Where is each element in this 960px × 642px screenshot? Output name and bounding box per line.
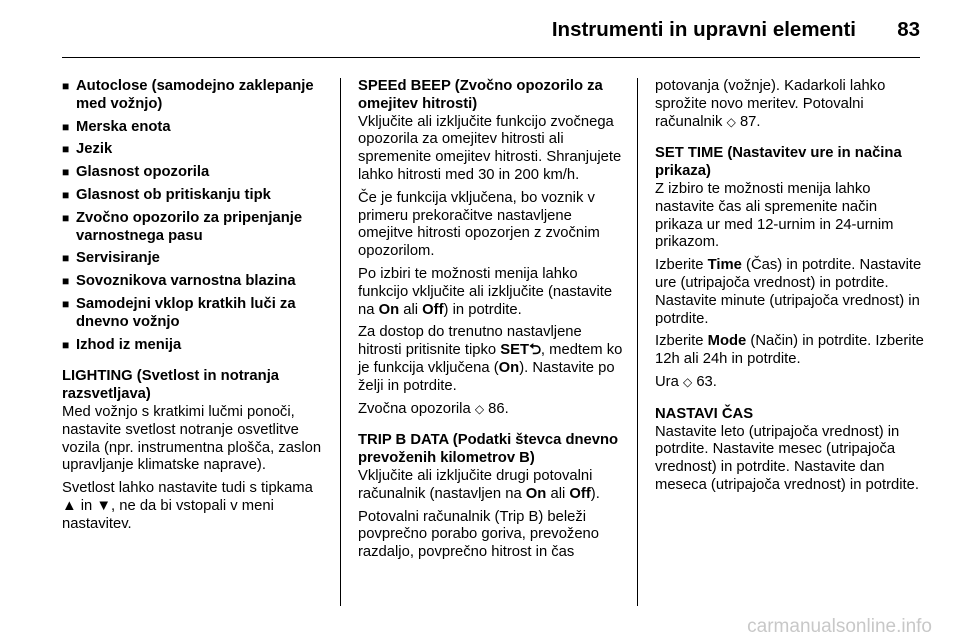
column-1	[62, 78, 324, 539]
list-item: ■ Sovoznikova varnostna blazina	[62, 273, 296, 290]
square-bullet-icon: ■	[62, 274, 70, 289]
list-item: ■ Samodejni vklop kratkih luči za dnevno vožnjo	[62, 295, 296, 330]
list-item: ■ Merska enota	[62, 118, 171, 135]
continued-paragraph: potovanja (vožnje). Kadarkoli lahko sprožite novo meritev. Potovalni računalnik ◇ 87.	[655, 78, 886, 130]
square-bullet-icon: ■	[62, 119, 70, 134]
time-paragraph-2: Izberite Time (Čas) in potrdite. Nastavite ure (utripajoča vrednost) in potrdite. Nastavite minute (utripajoča vrednost) in potrdite.	[655, 257, 922, 327]
column-3	[655, 78, 925, 500]
nastavi-cas-heading: NASTAVI ČAS	[655, 405, 754, 422]
page-reference-icon: ◇	[474, 401, 485, 416]
trip-b-heading: TRIP B DATA (Podatki števca dnevno prevoženih kilometrov B)	[358, 432, 619, 467]
on-label: On	[525, 485, 547, 502]
lighting-paragraph-1: Med vožnjo s kratkimi lučmi ponoči, nastavite svetlost notranje osvetlitve vozila (npr. instrumentna plošča, zaslon upravljanje klimatske naprave).	[62, 403, 322, 474]
return-arrow-icon: ⮌	[529, 342, 541, 359]
time-label: Time	[707, 257, 742, 274]
trip-paragraph-2: Potovalni računalnik (Trip B) beleži povprečno porabo goriva, prevoženo razdaljo, povprečno hitrost in čas	[358, 508, 600, 561]
header-title: Instrumenti in upravni elementi	[551, 18, 856, 41]
off-label: Off	[569, 485, 591, 502]
lighting-paragraph-2: Svetlost lahko nastavite tudi s tipkama ▲ in ▼, ne da bi vstopali v meni nastavitev.	[62, 480, 313, 532]
square-bullet-icon: ■	[62, 165, 70, 180]
square-bullet-icon: ■	[62, 251, 70, 266]
speed-beep-heading: SPEEd BEEP (Zvočno opozorilo za omejitev hitrosti)	[358, 78, 603, 112]
on-label: On	[498, 359, 520, 376]
list-item: ■ Servisiranje	[62, 250, 160, 267]
square-bullet-icon: ■	[62, 337, 70, 352]
list-item: ■ Jezik	[62, 141, 113, 158]
column-divider-1	[340, 78, 341, 606]
header-rule	[62, 57, 920, 58]
off-label: Off	[422, 301, 444, 318]
speed-paragraph-3: Po izbiri te možnosti menija lahko funkcijo vključite ali izključite (nastavite na On ali Off) in potrdite.	[358, 265, 613, 318]
square-bullet-icon: ■	[62, 79, 70, 93]
column-divider-2	[637, 78, 638, 606]
time-paragraph-3: Izberite Mode (Način) in potrdite. Izberite 12h ali 24h in potrdite.	[655, 333, 924, 368]
column-2	[358, 78, 628, 567]
square-bullet-icon: ■	[62, 296, 70, 311]
watermark: carmanualsonline.info	[747, 616, 932, 637]
list-item: ■ Autoclose (samodejno zaklepanje med vožnjo)	[62, 78, 314, 112]
square-bullet-icon: ■	[62, 210, 70, 225]
square-bullet-icon: ■	[62, 142, 70, 157]
speed-paragraph-2: Če je funkcija vključena, bo voznik v primeru prekoračitve nastavljene omejitve hitrosti opozorjen z zvočnim opozorilom.	[358, 189, 600, 260]
page-header	[0, 0, 960, 60]
page-number: 83	[897, 18, 920, 41]
nastavi-cas-paragraph: Nastavite leto (utripajoča vrednost) in potrdite. Nastavite mesec (utripajoča vrednost) in potrdite. Nastavite dan meseca (utripajoča vrednost) in potrdite.	[655, 423, 920, 493]
speed-paragraph-4: Za dostop do trenutno nastavljene hitrosti pritisnite tipko SET⮌, medtem ko je funkcija vključena (On). Nastavite po želji in potrdite.	[358, 324, 623, 394]
settings-menu-list	[62, 78, 324, 354]
list-item: ■ Zvočno opozorilo za pripenjanje varnostnega pasu	[62, 209, 303, 244]
list-item: ■ Izhod iz menija	[62, 336, 182, 353]
lighting-heading: LIGHTING (Svetlost in notranja razsvetljava)	[62, 368, 280, 403]
list-item: ■ Glasnost ob pritiskanju tipk	[62, 186, 271, 203]
square-bullet-icon: ■	[62, 187, 70, 202]
speed-paragraph-5: Zvočna opozorila ◇ 86.	[358, 400, 509, 417]
trip-paragraph-1: Vključite ali izključite drugi potovalni računalnik (nastavljen na On ali Off).	[358, 467, 600, 502]
set-time-heading: SET TIME (Nastavitev ure in načina prikaza)	[655, 145, 902, 180]
list-item: ■ Glasnost opozorila	[62, 164, 210, 181]
time-paragraph-1: Z izbiro te možnosti menija lahko nastavite čas ali spremenite način prikaza ur med 12-urnim in 24-urnim prikazom.	[655, 180, 894, 251]
page-reference-icon: ◇	[726, 114, 736, 129]
on-label: On	[378, 301, 400, 318]
mode-label: Mode	[707, 333, 747, 350]
time-paragraph-4: Ura ◇ 63.	[655, 373, 717, 390]
page-reference-icon: ◇	[682, 374, 693, 389]
set-key-label: SET	[500, 342, 530, 359]
speed-paragraph-1: Vključite ali izključite funkcijo zvočnega opozorila za omejitev hitrosti ali spremenite omejitev hitrosti. Shranjujete lahko hitrosti med 30 in 200 km/h.	[358, 113, 622, 183]
